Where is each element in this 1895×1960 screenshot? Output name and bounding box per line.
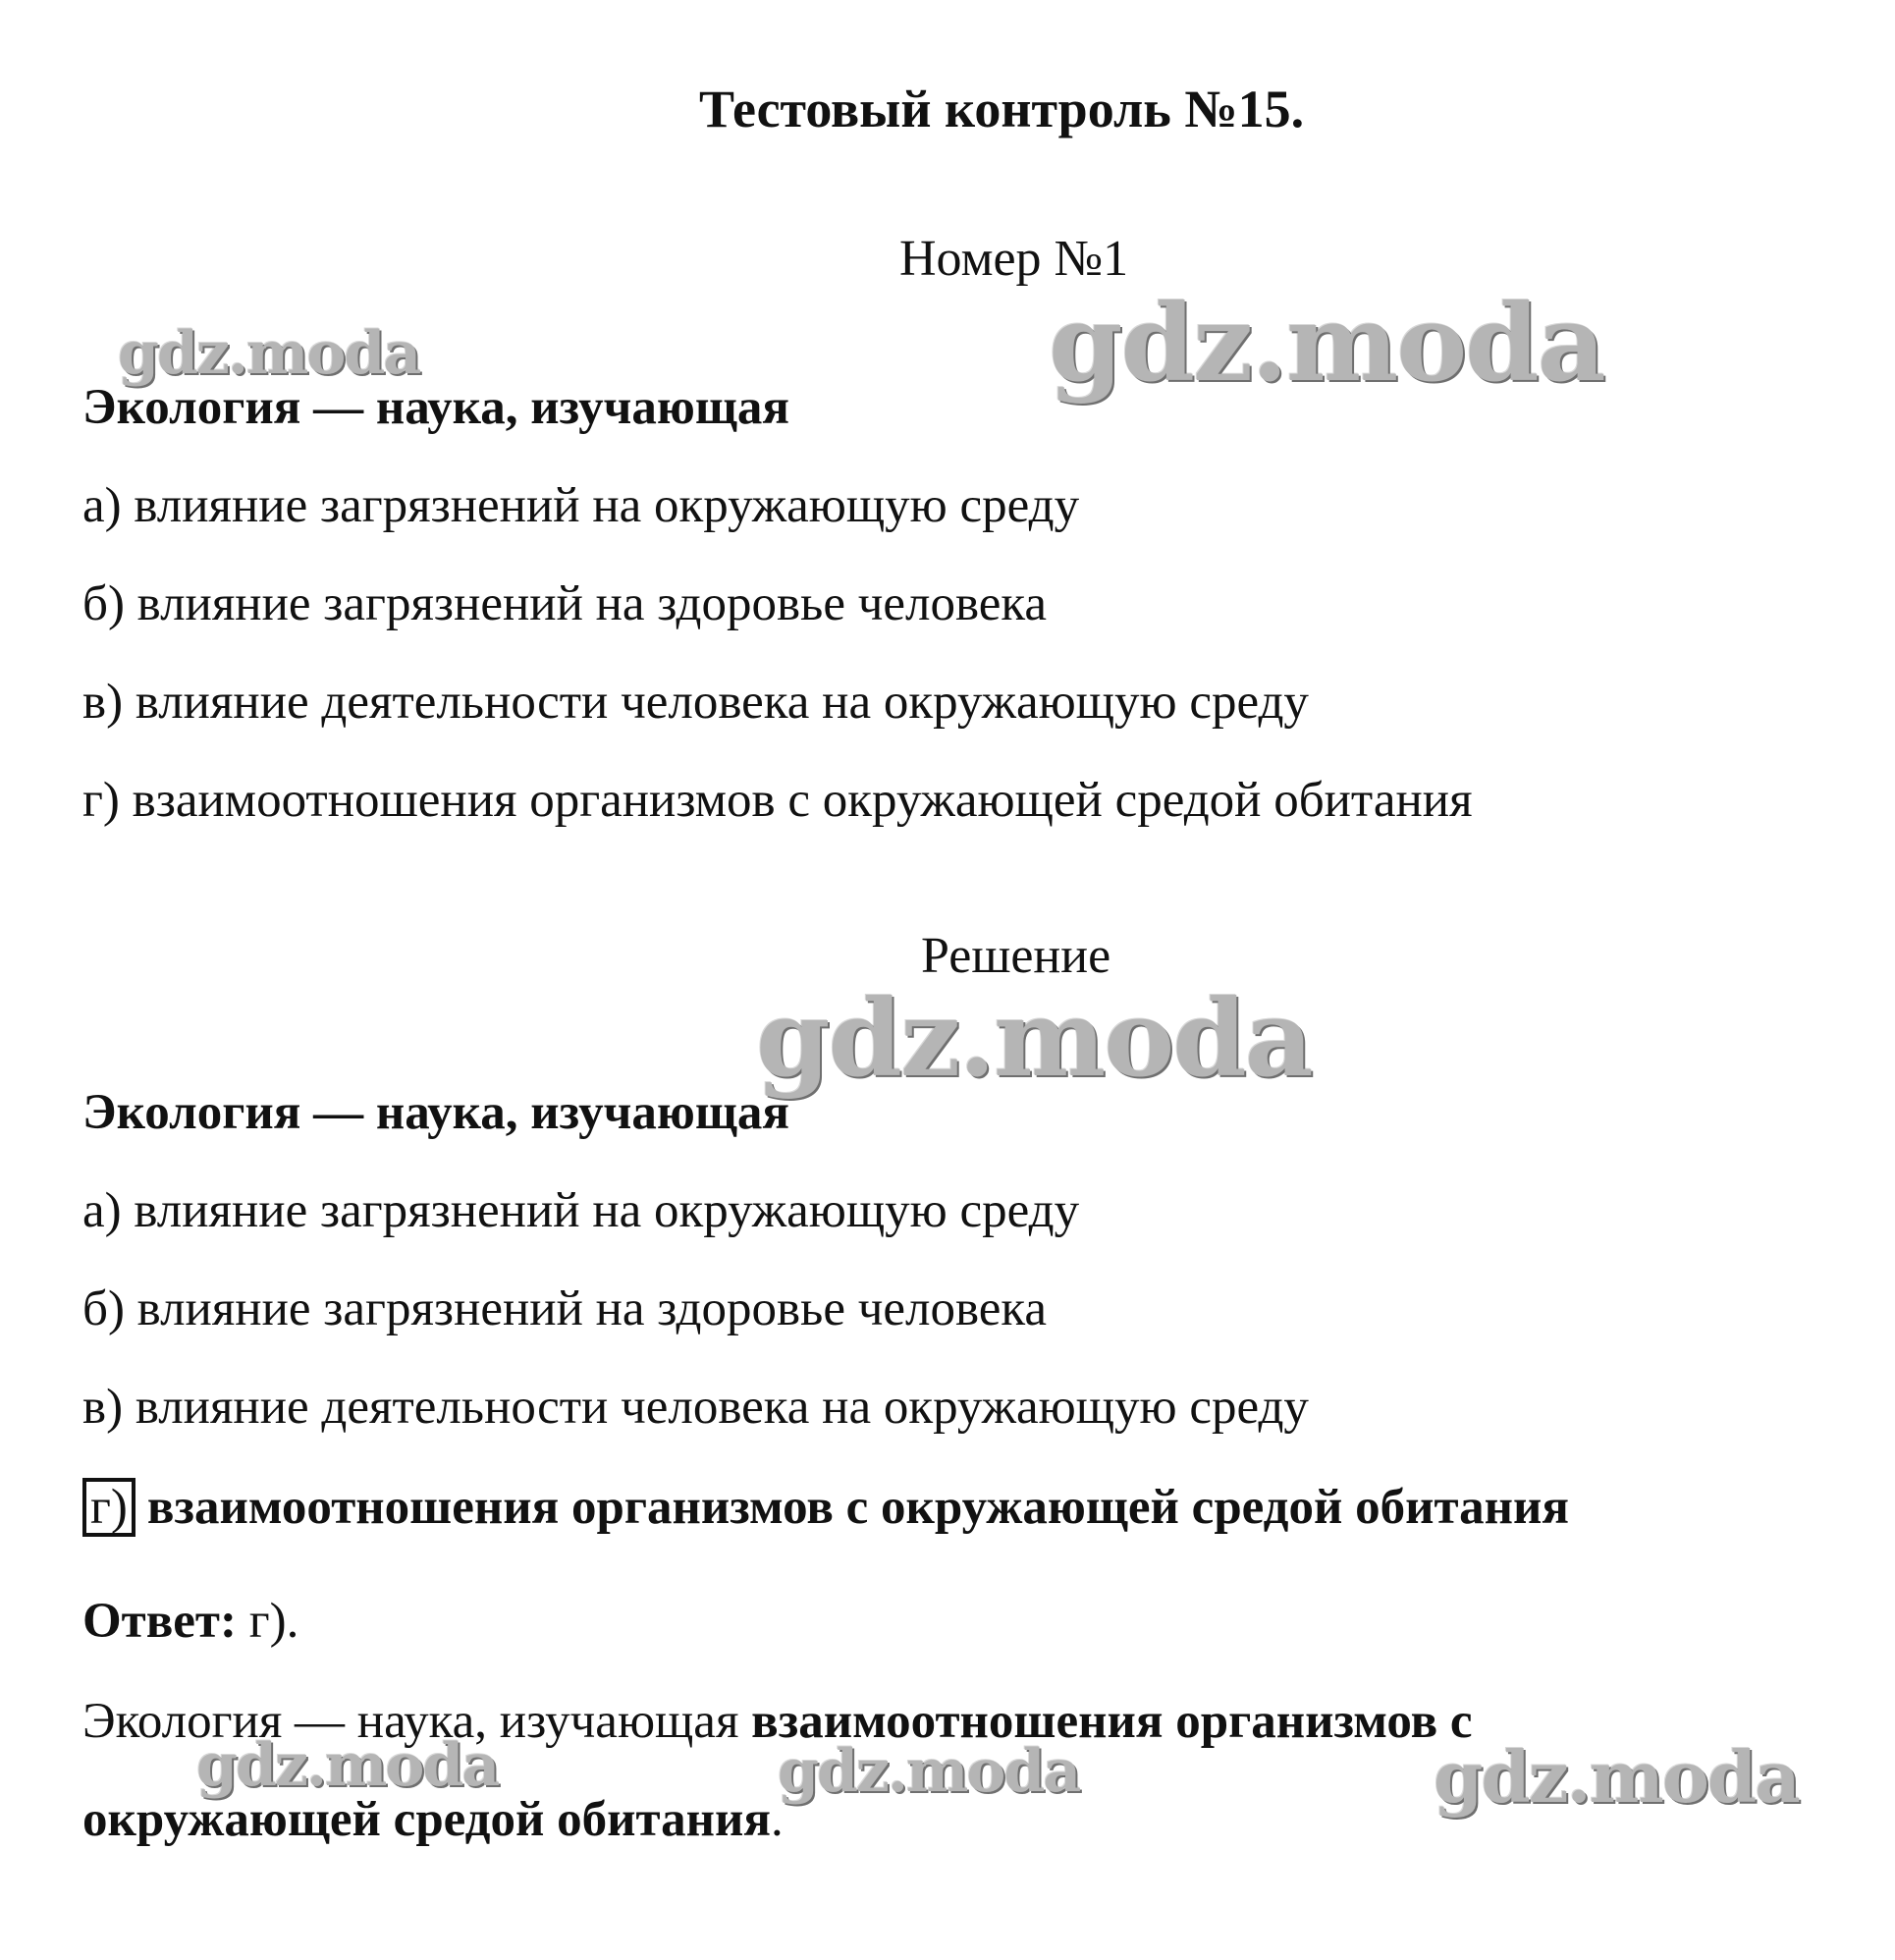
answer-value: г).	[236, 1594, 299, 1649]
question-option-b: б) влияние загрязнений на здоровье человека	[82, 576, 1047, 631]
watermark-logo: gdz.moda	[1434, 1735, 1799, 1819]
solution-option-v: в) влияние деятельности человека на окружающую среду	[82, 1380, 1309, 1435]
question-option-v: в) влияние деятельности человека на окружающую среду	[82, 675, 1309, 730]
watermark-logo: gdz.moda	[1049, 282, 1604, 406]
summary-bold-2: окружающей средой обитания	[82, 1792, 772, 1847]
summary-prefix: Экология — наука, изучающая	[82, 1694, 752, 1749]
watermark-logo: gdz.moda	[756, 977, 1312, 1101]
summary-bold-1: взаимоотношения организмов с	[751, 1694, 1473, 1749]
solution-option-g-selected	[82, 1478, 1569, 1537]
watermark-logo: gdz.moda	[778, 1737, 1080, 1806]
solution-option-a: а) влияние загрязнений на окружающую среду	[82, 1183, 1080, 1238]
selected-letter-box: г)	[82, 1478, 135, 1537]
solution-label: Решение	[921, 928, 1111, 984]
question-option-g: г) взаимоотношения организмов с окружающей средой обитания	[82, 773, 1473, 828]
question-stem: Экология — наука, изучающая	[82, 380, 789, 435]
watermark-logo: gdz.moda	[118, 319, 420, 388]
page-title: Тестовый контроль №15.	[699, 80, 1305, 138]
solution-stem: Экология — наука, изучающая	[82, 1085, 789, 1140]
summary-suffix: .	[771, 1792, 784, 1847]
answer-line	[82, 1594, 299, 1649]
answer-label: Ответ:	[82, 1594, 237, 1649]
selected-option-text: взаимоотношения организмов с окружающей средой обитания	[146, 1480, 1570, 1535]
summary-line-2	[82, 1792, 784, 1847]
question-option-a: а) влияние загрязнений на окружающую среду	[82, 478, 1080, 533]
watermark-logo: gdz.moda	[196, 1731, 499, 1800]
number-label: Номер №1	[899, 231, 1129, 287]
solution-option-b: б) влияние загрязнений на здоровье человека	[82, 1281, 1047, 1336]
